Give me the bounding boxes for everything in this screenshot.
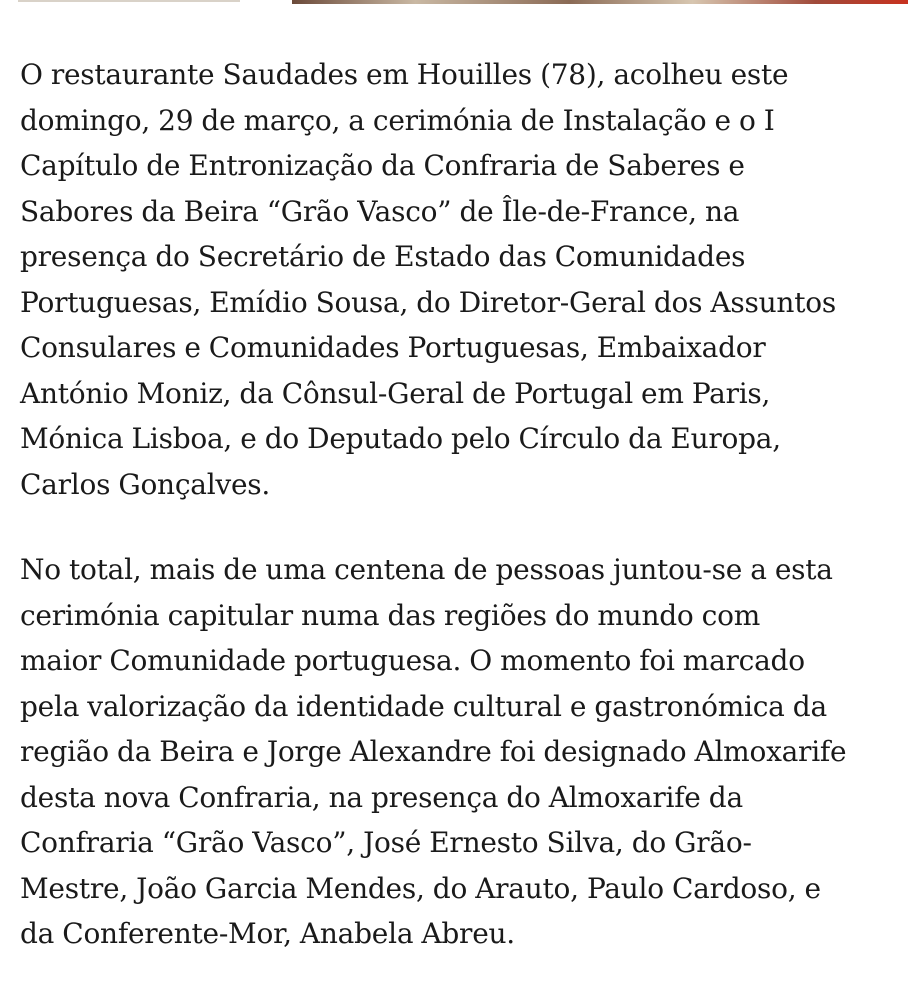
article-paragraph-1: O restaurante Saudades em Houilles (78), acolheu este domingo, 29 de março, a cerimónia de Instalação e o I Capítulo de Entronização da Confraria de Saberes e Sabores da Beira “Grão Vasco” de Île-de-France, na presença do Secretário de Estado das Comunidades Portuguesas, Emídio Sousa, do Diretor-Geral dos Assuntos Consulares e Comunidades Portuguesas, Embaixador António Moniz, da Cônsul-Geral de Portugal em Paris, Mónica Lisboa, e do Deputado pelo Círculo da Europa, Carlos Gonçalves. xyxy=(20,58,836,501)
article-paragraph-2: No total, mais de uma centena de pessoas juntou-se a esta cerimónia capitular numa das regiões do mundo com maior Comunidade portuguesa. O momento foi marcado pela valorização da identidade cultural e gastronómica da região da Beira e Jorge Alexandre foi designado Almoxarife desta nova Confraria, na presença do Almoxarife da Confraria “Grão Vasco”, José Ernesto Silva, do Grão- Mestre, João Garcia Mendes, do Arauto, Paulo Cardoso, e da Conferente-Mor, Anabela Abreu. xyxy=(20,553,847,950)
image-edge-left xyxy=(18,0,240,2)
image-edge-right xyxy=(292,0,908,4)
article-body xyxy=(20,52,910,997)
image-edge-strip xyxy=(0,0,924,6)
